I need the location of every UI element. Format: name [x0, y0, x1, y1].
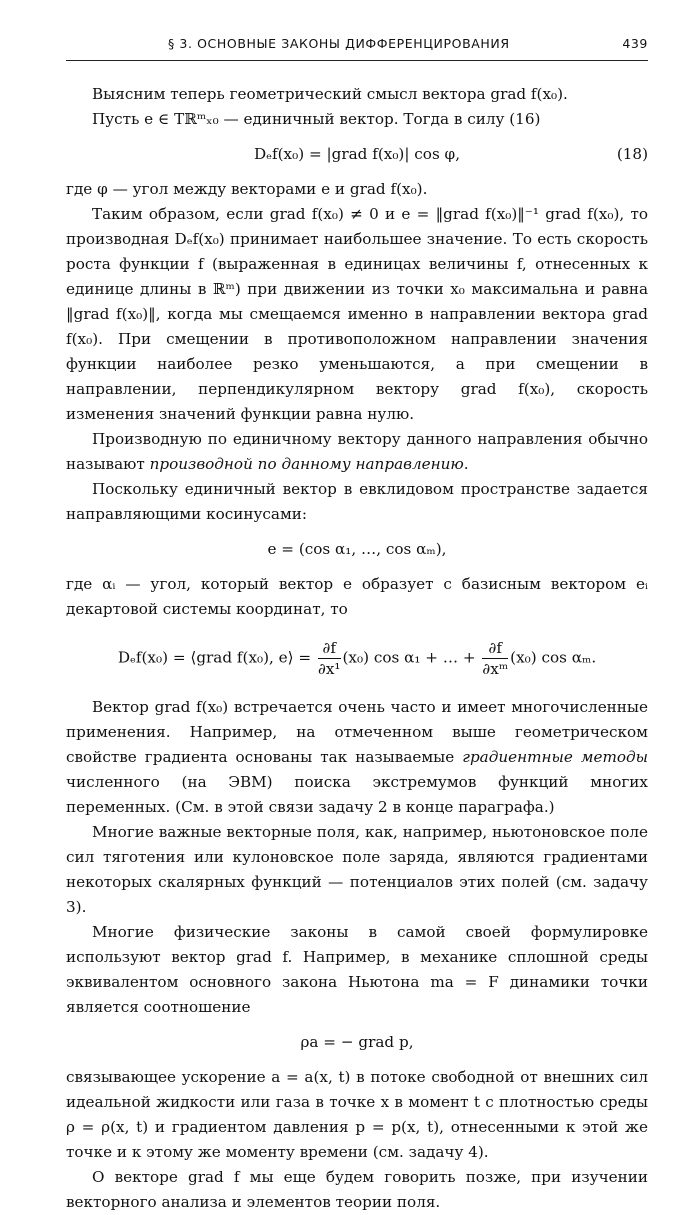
paragraph: Поскольку единичный вектор в евклидовом пространстве задается направляющими косинусами: [66, 480, 648, 523]
paragraph: Таким образом, если grad f(x₀) ≠ 0 и e = ‖grad f(x₀)‖⁻¹ grad f(x₀), то производная Dₑf(x₀) принимает наибольшее значение. То есть скорость роста функции f (выраженная в единицах величины f, отнесенных к единице длины в ℝᵐ) при движении из точки x₀ максимальна и равна ‖grad f(x₀)‖, когда мы смещаемся именно в направлении вектора grad f(x₀). При смещении в противоположном направлении значения функции наиболее резко уменьшаются, а при смещении в направлении, перпендикулярном вектору grad f(x₀), скорость изменения значений функции равна нулю. [66, 205, 648, 423]
equation-end: (x₀) cos αₘ. [510, 648, 597, 667]
paragraph: Выясним теперь геометрический смысл вектора grad f(x₀). [92, 85, 568, 103]
page-body [66, 82, 648, 1215]
equation-18 [66, 142, 648, 167]
fraction [482, 638, 508, 679]
paragraph: где αᵢ — угол, который вектор e образует с базисным вектором eᵢ декартовой системы координат, то [66, 575, 648, 618]
equation-number: (18) [616, 145, 648, 163]
equation-left: Dₑf(x₀) = ⟨grad f(x₀), e⟩ = [117, 648, 312, 667]
paragraph [66, 695, 648, 820]
text-span: Вектор grad f(x₀) встречается очень часто и имеет многочисленные применения. Например, на отмеченном выше геометрическом свойстве градиента основаны так называемые [66, 698, 648, 766]
running-head [168, 36, 648, 60]
paragraph [66, 427, 648, 477]
equation-body: e = (cos α₁, …, cos αₘ), [267, 540, 447, 558]
equation-directional-derivative [66, 638, 648, 679]
paragraph: Многие важные векторные поля, как, например, ньютоновское поле сил тяготения или кулоновское поле заряда, являются градиентами некоторых скалярных функций — потенциалов этих полей (см. задачу 3). [66, 823, 648, 916]
paragraph: где φ — угол между векторами e и grad f(x₀). [66, 180, 428, 198]
fraction [318, 638, 341, 679]
page-number: 439 [622, 36, 648, 51]
fraction-numerator: ∂f [482, 638, 508, 659]
equation-euler [66, 1030, 648, 1055]
paragraph: Пусть e ∈ Tℝᵐₓ₀ — единичный вектор. Тогда в силу (16) [92, 110, 541, 128]
section-title: § 3. ОСНОВНЫЕ ЗАКОНЫ ДИФФЕРЕНЦИРОВАНИЯ [168, 36, 510, 51]
paragraph: связывающее ускорение a = a(x, t) в потоке свободной от внешних сил идеальной жидкости или газа в точке x в момент t с плотностью среды ρ = ρ(x, t) и градиентом давления p = p(x, t), отнесенными к этой же точке и к этому же моменту времени (см. задачу 4). [66, 1068, 648, 1161]
text-span: Производную по единичному вектору данного направления обычно называют [66, 430, 648, 473]
paragraph: Многие физические законы в самой своей формулировке используют вектор grad f. Например, в механике сплошной среды эквивалентом основного закона Ньютона ma = F динамики точки является соотношение [66, 923, 648, 1016]
emphasis: производной по данному направлению. [149, 455, 469, 473]
paragraph: О векторе grad f мы еще будем говорить позже, при изучении векторного анализа и элементов теории поля. [66, 1168, 648, 1211]
fraction-denominator: ∂xᵐ [482, 660, 509, 678]
emphasis: градиентные методы [462, 748, 648, 766]
header-rule [66, 60, 648, 61]
equation-body: ρa = − grad p, [300, 1033, 414, 1051]
fraction-numerator: ∂f [318, 638, 341, 659]
text-span: численного (на ЭВМ) поиска экстремумов функций многих переменных. (См. в этой связи задачу 2 в конце параграфа.) [66, 773, 648, 816]
equation-unit-vector [66, 537, 648, 562]
equation-body: Dₑf(x₀) = |grad f(x₀)| cos φ, [253, 145, 461, 163]
fraction-denominator: ∂x¹ [317, 660, 341, 678]
equation-middle: (x₀) cos α₁ + … + [342, 648, 476, 667]
